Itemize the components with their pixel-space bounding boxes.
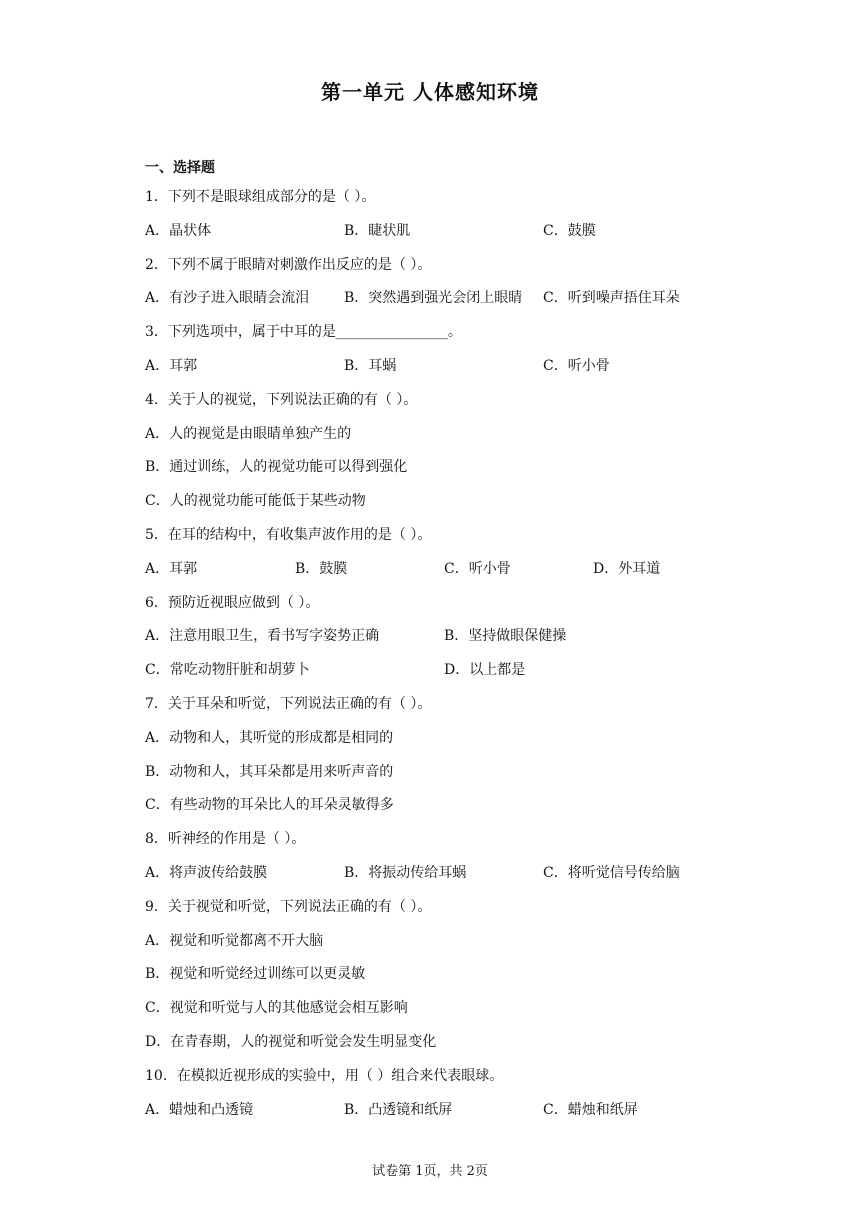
option-c: C．常吃动物肝脏和胡萝卜 [145, 662, 310, 679]
option-a: A．视觉和听觉都离不开大脑 [145, 932, 324, 949]
question-stem: 6．预防近视眼应做到（ ）。 [145, 594, 320, 611]
option-b: B．动物和人，其耳朵都是用来听声音的 [145, 763, 394, 780]
option-c: C．鼓膜 [543, 222, 596, 239]
option-c: C．视觉和听觉与人的其他感觉会相互影响 [145, 1000, 408, 1017]
option-a: A．耳郭 [145, 357, 198, 374]
option-c: C．听到噪声捂住耳朵 [543, 290, 680, 307]
question-stem: 9．关于视觉和听觉，下列说法正确的有（ ）。 [145, 898, 432, 915]
option-c: C．听小骨 [543, 357, 610, 374]
option-c: C．人的视觉功能可能低于某些动物 [145, 493, 366, 510]
option-row [145, 288, 725, 322]
option-a: A．人的视觉是由眼睛单独产生的 [145, 425, 352, 442]
question-stem: 2．下列不属于眼睛对刺激作出反应的是（ ）。 [145, 256, 432, 273]
question-stem: 4．关于人的视觉，下列说法正确的有（ ）。 [145, 391, 418, 408]
question-stem: 1．下列不是眼球组成部分的是（ ）。 [145, 189, 376, 205]
option-b: B．通过训练，人的视觉功能可以得到强化 [145, 459, 408, 476]
option-a: A．有沙子进入眼睛会流泪 [145, 290, 310, 307]
question-stem: 5．在耳的结构中，有收集声波作用的是（ ）。 [145, 526, 432, 543]
option-a: A．蜡烛和凸透镜 [145, 1101, 254, 1118]
option-row [145, 863, 725, 897]
option-a: A．耳郭 [145, 560, 198, 577]
option-b: B．凸透镜和纸屏 [344, 1101, 453, 1118]
option-b: B．鼓膜 [295, 560, 348, 577]
page-footer: 试卷第 1页，共 2页 [372, 1164, 488, 1179]
option-d: D．在青春期，人的视觉和听觉会发生明显变化 [145, 1033, 437, 1050]
option-row [145, 356, 725, 390]
option-b: B．坚持做眼保健操 [444, 628, 567, 645]
option-a: A．晶状体 [145, 222, 212, 239]
document-title: 第一单元 人体感知环境 [321, 80, 539, 104]
option-a: A．动物和人，其听觉的形成都是相同的 [145, 729, 394, 746]
option-b: B．耳蜗 [344, 357, 397, 374]
option-row [145, 221, 725, 255]
question-stem: 7．关于耳朵和听觉，下列说法正确的有（ ）。 [145, 695, 432, 712]
option-d: D．以上都是 [444, 662, 526, 679]
option-row [145, 626, 725, 660]
option-b: B．视觉和听觉经过训练可以更灵敏 [145, 966, 366, 983]
option-d: D．外耳道 [593, 560, 661, 577]
question-stem: 8．听神经的作用是（ ）。 [145, 831, 306, 848]
option-a: A．将声波传给鼓膜 [145, 864, 268, 881]
question-stem: 10．在模拟近视形成的实验中，用（ ）组合来代表眼球。 [145, 1067, 504, 1084]
option-c: C．蜡烛和纸屏 [543, 1101, 638, 1118]
question-list [145, 187, 725, 1133]
option-c: C．将听觉信号传给脑 [543, 864, 680, 881]
option-b: B．睫状肌 [344, 222, 411, 239]
option-row [145, 559, 725, 593]
option-c: C．有些动物的耳朵比人的耳朵灵敏得多 [145, 797, 394, 814]
option-row [145, 660, 725, 694]
section-heading: 一、选择题 [145, 160, 215, 176]
option-b: B．将振动传给耳蜗 [344, 864, 467, 881]
option-row [145, 1100, 725, 1134]
option-a: A．注意用眼卫生，看书写字姿势正确 [145, 628, 380, 645]
question-stem: 3．下列选项中，属于中耳的是________________。 [145, 324, 462, 341]
option-b: B．突然遇到强光会闭上眼睛 [344, 290, 523, 307]
option-c: C．听小骨 [444, 560, 511, 577]
